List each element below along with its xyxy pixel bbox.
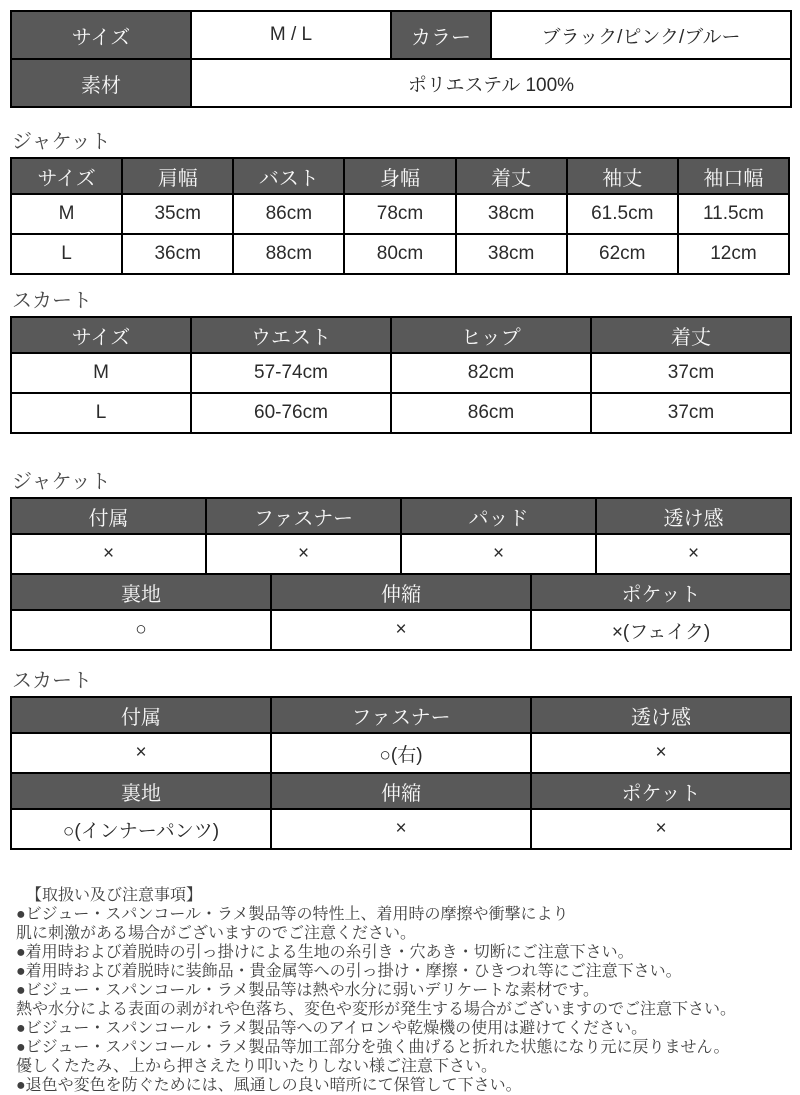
table-data-cell: × (596, 534, 791, 574)
table-data-cell: L (11, 393, 191, 433)
material-label-cell: 素材 (11, 59, 191, 107)
table-header-cell: 裏地 (11, 773, 271, 809)
table-data-cell: × (206, 534, 401, 574)
care-notes-line: ●ビジュー・スパンコール・ラメ製品等加工部分を強く曲げると折れた状態になり元に戻りません。 (16, 1039, 730, 1056)
table-data-cell: × (11, 534, 206, 574)
size-value-cell: M / L (191, 11, 391, 59)
jacket-details-table (10, 497, 792, 651)
table-header-cell: 伸縮 (271, 574, 531, 610)
table-row (11, 234, 789, 274)
care-notes-line: ●ビジュー・スパンコール・ラメ製品等は熱や水分に弱いデリケートな素材です。 (16, 982, 599, 999)
table-data-cell: M (11, 353, 191, 393)
table-header-cell: 身幅 (344, 158, 455, 194)
table-data-cell: 57-74cm (191, 353, 391, 393)
table-row (11, 733, 791, 773)
table-header-cell: 袖丈 (567, 158, 678, 194)
spec-table (10, 10, 792, 108)
table-data-cell: × (11, 733, 271, 773)
table-header-cell: 付属 (11, 498, 206, 534)
table-data-cell: 37cm (591, 393, 791, 433)
table-header-cell: ファスナー (271, 697, 531, 733)
table-data-cell: 62cm (567, 234, 678, 274)
table-data-cell: 35cm (122, 194, 233, 234)
table-data-cell: ○(インナーパンツ) (11, 809, 271, 849)
skirt-details-table (10, 696, 792, 850)
table-data-cell: ×(フェイク) (531, 610, 791, 650)
table-header-cell: パッド (401, 498, 596, 534)
table-data-cell: × (531, 809, 791, 849)
care-notes-line: ●退色や変色を防ぐためには、風通しの良い暗所にて保管して下さい。 (16, 1077, 522, 1094)
table-header-cell: バスト (233, 158, 344, 194)
care-notes-line: ●ビジュー・スパンコール・ラメ製品等の特性上、着用時の摩擦や衝撃により (16, 906, 569, 923)
table-row (11, 534, 791, 574)
material-value-cell: ポリエステル 100% (191, 59, 791, 107)
color-label-cell: カラー (391, 11, 491, 59)
table-data-cell: 36cm (122, 234, 233, 274)
table-data-cell: ○ (11, 610, 271, 650)
size-label-cell: サイズ (11, 11, 191, 59)
care-notes (16, 886, 790, 1095)
table-row (11, 194, 789, 234)
care-notes-line: 熱や水分による表面の剥がれや色落ち、変色や変形が発生する場合がございますのでご注意下さい。 (16, 1001, 737, 1018)
color-value-cell: ブラック/ピンク/ブルー (491, 11, 791, 59)
table-row (11, 610, 791, 650)
table-data-cell: 86cm (391, 393, 591, 433)
table-row (11, 809, 791, 849)
table-header-cell: 透け感 (596, 498, 791, 534)
table-header-cell: 伸縮 (271, 773, 531, 809)
table-data-cell: 38cm (456, 194, 567, 234)
table-data-cell: 11.5cm (678, 194, 789, 234)
jacket-size-table (10, 157, 790, 275)
table-header-cell: ヒップ (391, 317, 591, 353)
table-header-cell: 肩幅 (122, 158, 233, 194)
table-header-cell: ファスナー (206, 498, 401, 534)
table-header-cell: サイズ (11, 158, 122, 194)
table-header-cell: ウエスト (191, 317, 391, 353)
table-header-cell: 着丈 (456, 158, 567, 194)
jacket-details-title: ジャケット (12, 471, 111, 493)
table-data-cell: 80cm (344, 234, 455, 274)
table-row (11, 353, 791, 393)
care-notes-line: ●ビジュー・スパンコール・ラメ製品等へのアイロンや乾燥機の使用は避けてください。 (16, 1020, 648, 1037)
table-header-cell: 裏地 (11, 574, 271, 610)
care-notes-line: 肌に刺激がある場合がございますのでご注意ください。 (16, 925, 417, 942)
table-data-cell: 60-76cm (191, 393, 391, 433)
table-data-cell: M (11, 194, 122, 234)
care-notes-title: 【取扱い及び注意事項】 (26, 887, 203, 904)
jacket-size-title: ジャケット (12, 131, 111, 153)
table-data-cell: 12cm (678, 234, 789, 274)
care-notes-line: ●着用時および着脱時に装飾品・貴金属等への引っ掛け・摩擦・ひきつれ等にご注意下さい。 (16, 963, 682, 980)
table-header-cell: 着丈 (591, 317, 791, 353)
table-row (11, 393, 791, 433)
table-data-cell: ○(右) (271, 733, 531, 773)
table-data-cell: 61.5cm (567, 194, 678, 234)
table-data-cell: 78cm (344, 194, 455, 234)
table-header-cell: ポケット (531, 773, 791, 809)
care-notes-line: ●着用時および着脱時の引っ掛けによる生地の糸引き・穴あき・切断にご注意下さい。 (16, 944, 634, 961)
table-data-cell: 37cm (591, 353, 791, 393)
table-header-cell: 透け感 (531, 697, 791, 733)
table-header-cell: 袖口幅 (678, 158, 789, 194)
table-header-cell: ポケット (531, 574, 791, 610)
table-data-cell: × (271, 610, 531, 650)
care-notes-line: 優しくたたみ、上から押さえたり叩いたりしない様ご注意下さい。 (16, 1058, 497, 1075)
skirt-details-title: スカート (12, 670, 92, 692)
table-data-cell: × (271, 809, 531, 849)
table-data-cell: L (11, 234, 122, 274)
table-data-cell: 88cm (233, 234, 344, 274)
table-data-cell: 82cm (391, 353, 591, 393)
table-header-cell: 付属 (11, 697, 271, 733)
table-data-cell: 38cm (456, 234, 567, 274)
table-header-cell: サイズ (11, 317, 191, 353)
table-data-cell: 86cm (233, 194, 344, 234)
skirt-size-table (10, 316, 792, 434)
table-data-cell: × (531, 733, 791, 773)
skirt-size-title: スカート (12, 290, 92, 312)
table-data-cell: × (401, 534, 596, 574)
